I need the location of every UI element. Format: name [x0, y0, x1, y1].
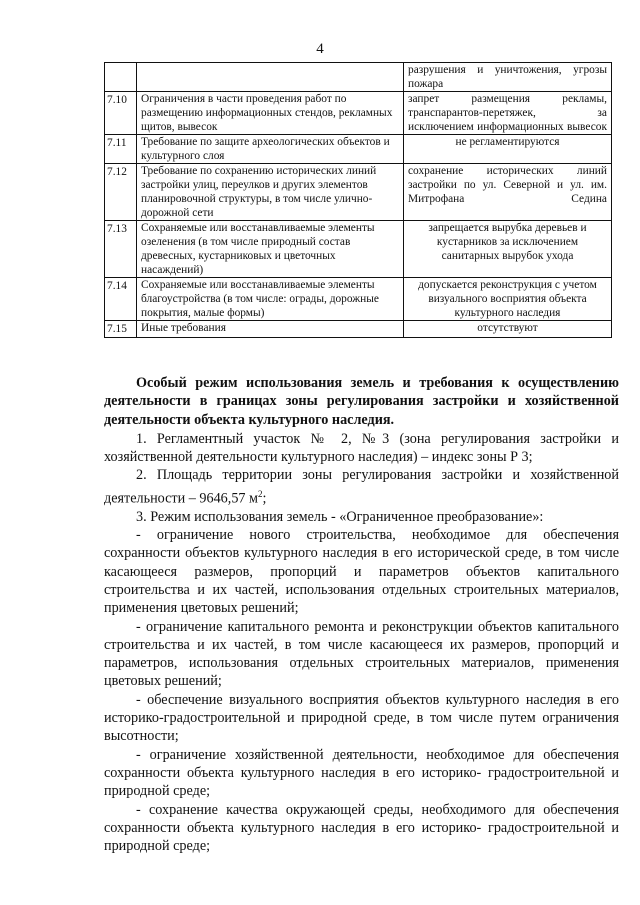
regime-section	[104, 374, 619, 855]
table-row	[105, 135, 612, 164]
row-number: 7.13	[105, 221, 137, 278]
row-number: 7.14	[105, 278, 137, 321]
requirement-name: Ограничения в части проведения работ по размещению информационных стендов, рекламных щитов, вывесок	[137, 92, 404, 135]
requirement-value: отсутствуют	[477, 322, 538, 334]
requirement-value-cell	[404, 221, 612, 278]
area-unit-superscript: 2	[258, 488, 263, 499]
table-row	[105, 221, 612, 278]
paragraph-1: 1. Регламентный участок № 2, №3 (зона регулирования застройки и хозяйственной деятельности культурного наследия) – индекс зоны Р 3;	[104, 430, 619, 466]
table-row	[105, 92, 612, 135]
requirement-name: Требование по сохранению исторических линий застройки улиц, переулков и других элементов планировочной структуры, в том числе улично-дорожной сети	[137, 164, 404, 221]
requirement-value: сохранение исторических линий застройки по ул. Северной и ул. им. Митрофана Седина	[408, 165, 607, 205]
requirement-value-cell	[404, 278, 612, 321]
requirement-value: запрещается вырубка деревьев и кустарников за исключением санитарных вырубок ухода	[428, 222, 587, 262]
requirement-value-cell	[404, 63, 612, 92]
regime-item-1: - ограничение нового строительства, необходимое для обеспечения сохранности объектов культурного наследия в его исторической среде, в том числе касающееся размеров, пропорций и параметров объектов капитального строительства и их частей, использования отдельных строительных материалов, применения цветовых решений;	[104, 527, 619, 617]
row-number: 7.10	[105, 92, 137, 135]
requirement-value: запрет размещения рекламы, транспарантов-перетяжек, за исключением информационных вывесок	[408, 93, 607, 133]
requirement-value-cell	[404, 135, 612, 164]
requirement-value-cell	[404, 92, 612, 135]
table-row	[105, 278, 612, 321]
regime-item-2: - ограничение капитального ремонта и реконструкции объектов капитального строительства и их частей, в том числе касающееся их размеров, пропорций и параметров, использования отдельных строительных материалов, применения цветовых решений;	[104, 618, 619, 690]
paragraph-2	[104, 466, 619, 507]
row-number: 7.11	[105, 135, 137, 164]
row-number: 7.15	[105, 321, 137, 338]
requirement-name: Сохраняемые или восстанавливаемые элементы озеленения (в том числе природный состав древесных, кустарниковых и цветочных насаждений)	[137, 221, 404, 278]
requirements-table-body	[105, 63, 612, 338]
requirement-value-cell	[404, 164, 612, 221]
regime-item-4: - ограничение хозяйственной деятельности, необходимое для обеспечения сохранности объекта культурного наследия в его историко- градостроительной и природной среде;	[104, 746, 619, 800]
requirement-value-cell	[404, 321, 612, 338]
paragraph-2-end: ;	[262, 490, 267, 507]
regime-item-3: - обеспечение визуального восприятия объектов культурного наследия в его историко-градостроительной и природной среде, в том числе путем ограничения высотности;	[104, 691, 619, 745]
requirement-value: не регламентируются	[455, 136, 560, 148]
paragraph-3: 3. Режим использования земель - «Ограниченное преобразование»:	[136, 508, 544, 525]
row-number	[105, 63, 137, 92]
row-number: 7.12	[105, 164, 137, 221]
requirement-name: Сохраняемые или восстанавливаемые элементы благоустройства (в том числе: ограды, дорожные покрытия, малые формы)	[137, 278, 404, 321]
page-number: 4	[316, 41, 324, 57]
requirements-table	[104, 62, 612, 338]
section-heading: Особый режим использования земель и требования к осуществлению деятельности в границах зоны регулирования застройки и хозяйственной деятельности объекта культурного наследия.	[104, 375, 619, 428]
requirement-name	[137, 63, 404, 92]
regime-item-5: - сохранение качества окружающей среды, необходимого для обеспечения сохранности объекта культурного наследия в его историко- градостроительной и природной среде;	[104, 801, 619, 855]
requirement-value: разрушения и уничтожения, угрозы пожара	[408, 64, 607, 90]
table-row	[105, 63, 612, 92]
paragraph-2-text: 2. Площадь территории зоны регулирования застройки и хозяйственной деятельности – 9646,57 м	[104, 467, 619, 507]
table-row	[105, 321, 612, 338]
requirement-name: Требование по защите археологических объектов и культурного слоя	[137, 135, 404, 164]
requirement-name: Иные требования	[137, 321, 404, 338]
table-row	[105, 164, 612, 221]
requirement-value: допускается реконструкция с учетом визуального восприятия объекта культурного наследия	[418, 279, 597, 319]
